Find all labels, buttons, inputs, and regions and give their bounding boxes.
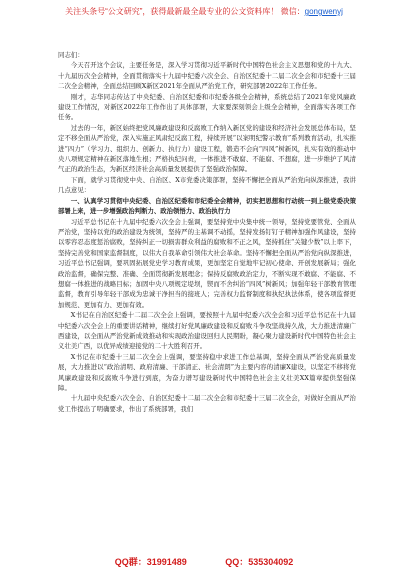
paragraph: 刚才，志华同志传达了中央纪委、自治区纪委和市纪委各级全会精神，系统总结了2021年党风廉政建设工作情况，对新区2022年工作作出了具体部署，大家要深刻领会上级全会精神，全面落实各项工作任务。 xyxy=(58,92,356,122)
paragraph: X书记在自治区纪委十二届二次全会上强调，要按照十九届中纪委六次全会和习近平总书记在十九届中纪委六次全会上的重要讲话精神，继续打好党风廉政建设和反腐败斗争攻坚战持久战，大力推进清廉广西建设，以全面从严治党新成效推动和实现政治建设回归人民期盼，凝心聚力建设新时代中国特色社会主义壮美广西，以优异成绩迎接党的二十大胜利召开。 xyxy=(58,311,356,351)
wechat-label: 微信： xyxy=(280,7,305,16)
banner-text: 关注头条号“公文研究”，获得最新最全最专业的公文资料库！ xyxy=(65,7,279,16)
qq-group-1: QQ群：31991489 xyxy=(114,557,187,567)
top-banner xyxy=(0,0,408,24)
section-heading: 一、认真学习贯彻中央纪委、自治区纪委和市纪委全会精神，切实把思想和行动统一到上级党委决策部署上来，进一步增强政治判断力、政治领悟力、政治执行力 xyxy=(58,196,356,216)
footer xyxy=(0,555,408,568)
paragraph: 过去的一年，新区始终把党风廉政建设和反腐败工作纳入新区党的建设和经济社会发展总体布局，坚定不移全面从严治党，深入实施正风肃纪反腐工程，持续开展“以案明纪警示教育”系列教育活动，扎实推进“四力”（学习力、组织力、创新力、执行力）建设工程，锻造不会向“四风”树新风，扎实有效的推动中央八项规定精神在新区落地生根；严格执纪问责，一体推进不敢腐、不能腐、不想腐，进一步维护了风清气正的政治生态，为新区经济社会高质量发展提供了坚强政治保障。 xyxy=(58,123,356,174)
salutation: 同志们： xyxy=(58,51,84,59)
paragraph: 十九届中央纪委六次全会、自治区纪委十二届二次全会和市纪委十三届二次全会，对做好全面从严治党工作提出了明确要求，作出了系统部署，我们 xyxy=(58,394,356,413)
paragraph: 习近平总书记在十九届中纪委六次全会上强调，要坚持党中央集中统一领导，坚持党要管党、全面从严治党，坚持以党的政治建设为统领，坚持严的主基调不动摇，坚持发扬钉钉子精神加强作风建设，坚持以零容忍态度惩治腐败，坚持纠正一切损害群众利益的腐败和不正之风，坚持抓住“关键少数”以上率下，坚持完善党和国家监督制度，以伟大自我革命引领伟大社会革命。坚持不懈把全面从严治党向纵深推进，习近平总书记强调，要巩固拓展党史学习教育成果，更加坚定自觉地牢记初心使命、开创发展新局；强化政治监督，确保完整、准确、全面贯彻新发展理念；保持反腐败政治定力，不断实现不敢腐、不能腐、不想腐一体推进的战略目标；加固中央八项规定堤坝，锲而不舍纠治“四风”树新风；加强年轻干部教育管理监督，教育引导年轻干部成为忠诚干净担当的接班人；完善权力监督制度和执纪执法体系，使各项监督更加规范、更加有力、更加有效。 xyxy=(58,217,356,309)
paragraph: X书记在市纪委十三届二次全会上强调，要坚持稳中求进工作总基调，坚持全面从严治党高质量发展，大力推进以“政治清明、政府清廉、干部清正、社会清朗”为主要内容的清廉X建设，以坚定不移将党风廉政建设和反腐败斗争进行到底，为奋力谱写建设新时代中国特色社会主义壮美XX篇章提供坚强保障。 xyxy=(58,352,356,392)
wechat-id-link[interactable]: gongwenyj xyxy=(304,7,343,16)
qq-group-2: QQ：535304092 xyxy=(225,557,294,567)
paragraph: 今天召开这个会议，主要任务是，深入学习贯彻习近平新时代中国特色社会主义思想和党的十九大、十九届历次全会精神，全面贯彻落实十九届中纪委六次全会、自治区纪委十二届二次全会和市纪委十三届二次全会精神，全面总结回顾X新区2021年全面从严治党工作，研究部署2022年工作任务。 xyxy=(58,61,356,91)
document-body xyxy=(58,50,356,414)
paragraph: 下面，就学习贯彻党中央、自治区、X市党委决策部署，坚持不懈把全面从严治党向纵深推进，我讲几点意见： xyxy=(58,175,356,195)
